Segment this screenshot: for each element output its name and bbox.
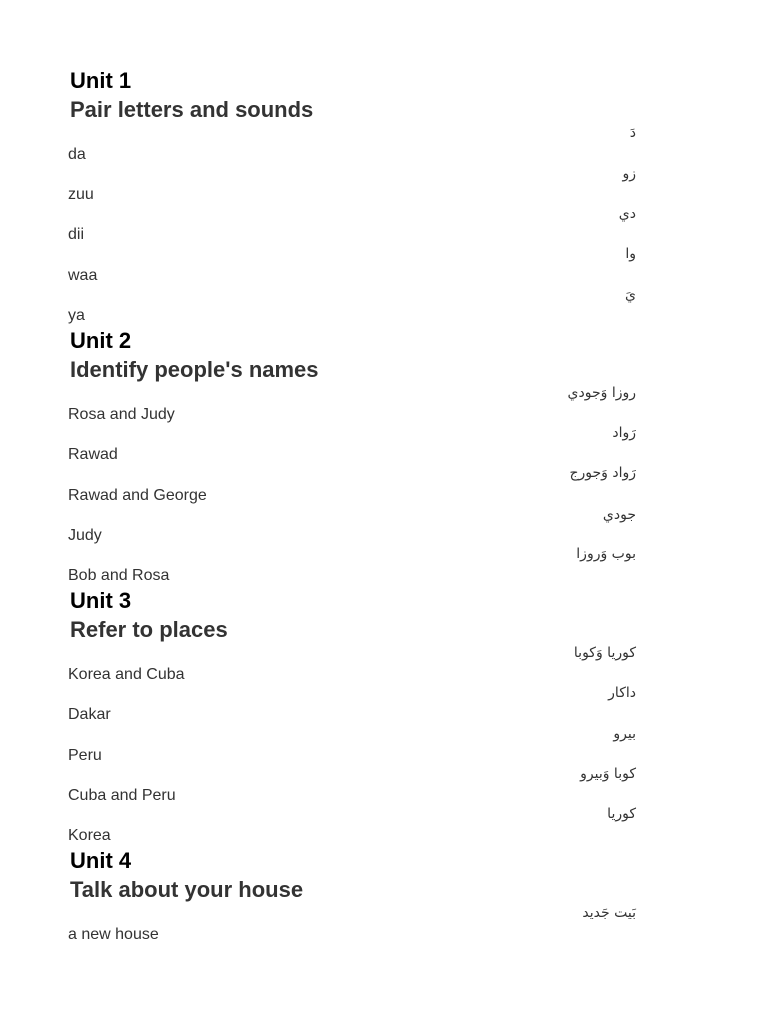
unit-3-item-5-english: Korea [68, 827, 111, 844]
unit-1-item-4-english: waa [68, 267, 98, 284]
unit-3-title: Refer to places [70, 617, 228, 642]
unit-2-item-3-english: Rawad and George [68, 487, 207, 504]
unit-2-item-1-arabic: روزا وَجودي [567, 385, 636, 401]
unit-2-item-4-arabic: جودي [602, 507, 636, 523]
unit-2-item-5-english: Bob and Rosa [68, 567, 170, 584]
unit-2-item-2-arabic: رَواد [612, 425, 636, 441]
unit-3-label: Unit 3 [70, 588, 132, 613]
unit-2-item-5-arabic: بوب وَروزا [576, 546, 636, 562]
unit-3-item-3-english: Peru [68, 747, 102, 764]
unit-4-item-1-english: a new house [68, 926, 159, 943]
unit-4-item-1-arabic: بَيت جَديد [582, 905, 636, 921]
unit-3-item-4-arabic: كوبا وَبيرو [580, 766, 636, 782]
unit-1-item-2-arabic: زو [622, 166, 636, 182]
unit-2-item-3-arabic: رَواد وَجورج [569, 465, 636, 481]
unit-1-title: Pair letters and sounds [70, 97, 314, 122]
unit-4-title: Talk about your house [70, 877, 304, 902]
unit-4-label: Unit 4 [70, 848, 132, 873]
unit-2-item-4-english: Judy [68, 527, 102, 544]
unit-3-item-4-english: Cuba and Peru [68, 787, 176, 804]
unit-1-item-3-arabic: دي [618, 206, 636, 222]
unit-3-item-3-arabic: بيرو [613, 726, 636, 742]
unit-1-item-5-english: ya [68, 307, 85, 324]
unit-2-label: Unit 2 [70, 328, 132, 353]
unit-3-item-2-arabic: داكار [608, 685, 636, 701]
unit-2-item-1-english: Rosa and Judy [68, 406, 175, 423]
unit-1-label: Unit 1 [70, 68, 132, 93]
unit-3-item-2-english: Dakar [68, 706, 111, 723]
unit-1-item-2-english: zuu [68, 186, 94, 203]
unit-3-item-1-english: Korea and Cuba [68, 666, 185, 683]
unit-1-item-4-arabic: وا [625, 246, 636, 262]
unit-1-item-1-english: da [68, 146, 86, 163]
unit-2-item-2-english: Rawad [68, 446, 118, 463]
unit-1-item-1-arabic: دَ [629, 125, 636, 141]
unit-3-item-5-arabic: كوريا [607, 806, 636, 822]
unit-1-item-5-arabic: يَ [625, 287, 636, 303]
unit-2-title: Identify people's names [70, 357, 319, 382]
unit-1-item-3-english: dii [68, 226, 85, 243]
unit-3-item-1-arabic: كوريا وَكوبا [573, 645, 636, 661]
